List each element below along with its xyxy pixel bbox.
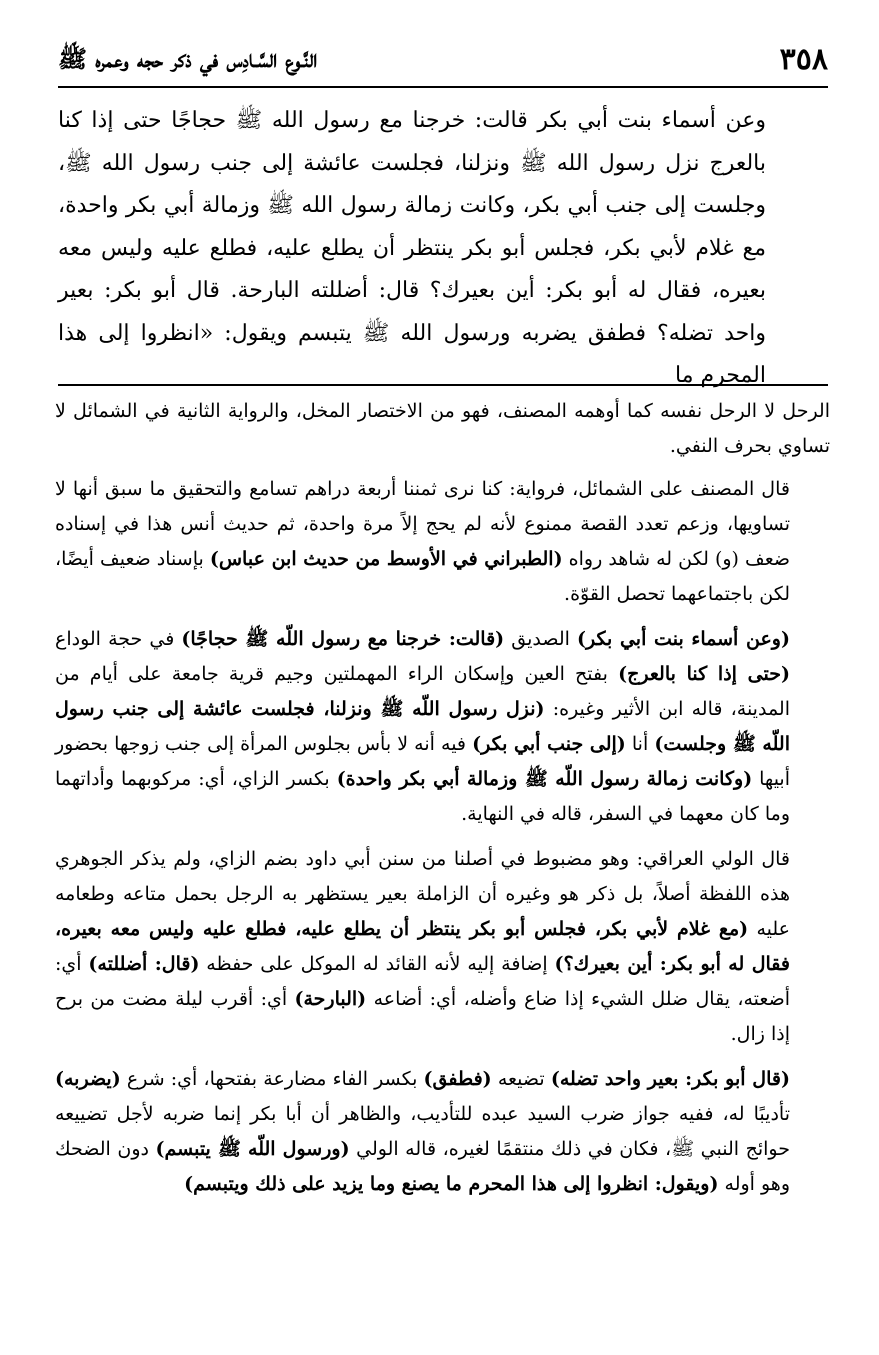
page-number: ٣٥٨	[779, 42, 828, 77]
note-quote: (حتى إذا كنا بالعرج)	[618, 663, 790, 685]
page-header	[58, 40, 828, 88]
note-text: الرحل لا الرحل نفسه كما أوهمه المصنف، فهو من الاختصار المخل، والرواية الثانية في الشمائل لا تساوي بحرف النفي.	[55, 400, 830, 457]
note-text: قال المصنف على الشمائل، فرواية: كنا نرى ثمننا أربعة دراهم تسامع والتحقيق ما سبق أنها لا تساويها، وزعم تعدد القصة ممنوع لأنه لم يحج إلاً مرة واحدة، ثم حديث أنس هذا في إسناده ضعف (و) لكن له شاهد رواه	[55, 478, 790, 570]
note-text: قال الولي العراقي: وهو مضبوط في أصلنا من سنن أبي داود بضم الزاي، ولم يذكر الجوهري هذه اللفظة أصلاً، بل ذكر هو وغيره أن الزاملة بعير يستظهر به الرجل بحمل متاعه وطعامه عليه	[55, 848, 790, 940]
note-text: بفتح العين وإسكان الراء المهملتين وجيم قرية جامعة على أيام من المدينة، قاله ابن الأثير وغيره:	[55, 663, 790, 720]
note-quote: (نزل رسول اللّه ﷺ ونزلنا، فجلست عائشة إلى جنب رسول اللّه ﷺ وجلست)	[55, 698, 790, 755]
main-paragraph: وعن أسماء بنت أبي بكر قالت: خرجنا مع رسول الله ﷺ حجاجًا حتى إذا كنا بالعرج نزل رسول الله ﷺ ونزلنا، فجلست عائشة إلى جنب رسول الله ﷺ، وجلست إلى جنب أبي بكر، وكانت زمالة رسول الله ﷺ وزمالة أبي بكر واحدة، مع غلام لأبي بكر، فجلس أبو بكر ينتظر أن يطلع عليه، فطلع عليه وليس معه بعيره، فقال له أبو بكر: أين بعيرك؟ قال: أضللته البارحة. قال أبو بكر: بعير واحد تضله؟ فطفق يضربه ورسول الله ﷺ يتبسم ويقول: «انظروا إلى هذا المحرم ما	[58, 108, 766, 388]
note-text: بكسر الفاء مضارعة بفتحها، أي: شرع	[126, 1068, 418, 1090]
commentary	[55, 394, 830, 1212]
note-text: تأديبًا له، ففيه جواز ضرب السيد عبده للتأديب، والظاهر أن أبا بكر إنما ضربه لأجل تضييعه حوائج النبي ﷺ، فكان في ذلك منتقمًا لغيره، قاله الولي	[55, 1103, 790, 1160]
note-quote: (الطبراني في الأوسط من حديث ابن عباس)	[209, 548, 563, 570]
note-text: فيه أنه لا بأس بجلوس المرأة إلى جنب زوجها بحضور أبيها	[55, 733, 790, 790]
note-text: دون الضحك وهو أوله	[55, 1138, 790, 1195]
commentary-paragraph-1	[55, 394, 830, 464]
note-text: أي: أقرب ليلة مضت من برح إذا زال.	[55, 988, 790, 1045]
note-quote: (فطفق)	[423, 1068, 492, 1090]
note-quote: (يضربه)	[55, 1068, 121, 1090]
commentary-paragraph-5	[55, 1062, 830, 1202]
note-text: بإسناد ضعيف أيضًا، لكن باجتماعهما تحصل القوّة.	[55, 548, 790, 605]
note-quote: (مع غلام لأبي بكر، فجلس أبو بكر ينتظر أن يطلع عليه، فطلع عليه وليس معه بعيره، فقال له أبو بكر: أين بعيرك؟)	[55, 918, 790, 975]
note-quote: (ويقول: انظروا إلى هذا المحرم ما يصنع وما يزيد على ذلك ويتبسم)	[184, 1173, 719, 1195]
note-text: أنا	[631, 733, 649, 755]
footnote-divider	[58, 384, 828, 386]
note-quote: (قال أبو بكر: بعير واحد تضله)	[550, 1068, 790, 1090]
main-text	[58, 100, 828, 398]
note-quote: (إلى جنب أبي بكر)	[472, 733, 626, 755]
note-quote: (البارحة)	[294, 988, 367, 1010]
note-text: بكسر الزاي، أي: مركوبهما وأداتهما وما كان معهما في السفر، قاله في النهاية.	[55, 768, 790, 825]
note-text: تضيعه	[497, 1068, 545, 1090]
note-quote: (قال: أضللته)	[88, 953, 200, 975]
commentary-paragraph-2	[55, 472, 830, 612]
note-quote: (وعن أسماء بنت أبي بكر)	[577, 628, 790, 650]
note-text: في حجة الوداع	[55, 628, 175, 650]
commentary-paragraph-3	[55, 622, 830, 832]
note-quote: (وكانت زمالة رسول اللّه ﷺ وزمالة أبي بكر واحدة)	[336, 768, 753, 790]
note-quote: (ورسول اللّه ﷺ يتبسم)	[155, 1138, 350, 1160]
note-text: الصديق	[511, 628, 570, 650]
note-quote: (قالت: خرجنا مع رسول اللّه ﷺ حجاجًا)	[181, 628, 505, 650]
note-text: إضافة إليه لأنه القائد له الموكل على حفظه	[206, 953, 548, 975]
running-title: النَّـوع السَّـادِس في ذكر حجه وعمره ﷺ	[58, 44, 318, 73]
commentary-paragraph-4	[55, 842, 830, 1052]
note-text: أي: أضعته، يقال ضلل الشيء إذا ضاع وأضله، أي: أضاعه	[55, 953, 790, 1010]
